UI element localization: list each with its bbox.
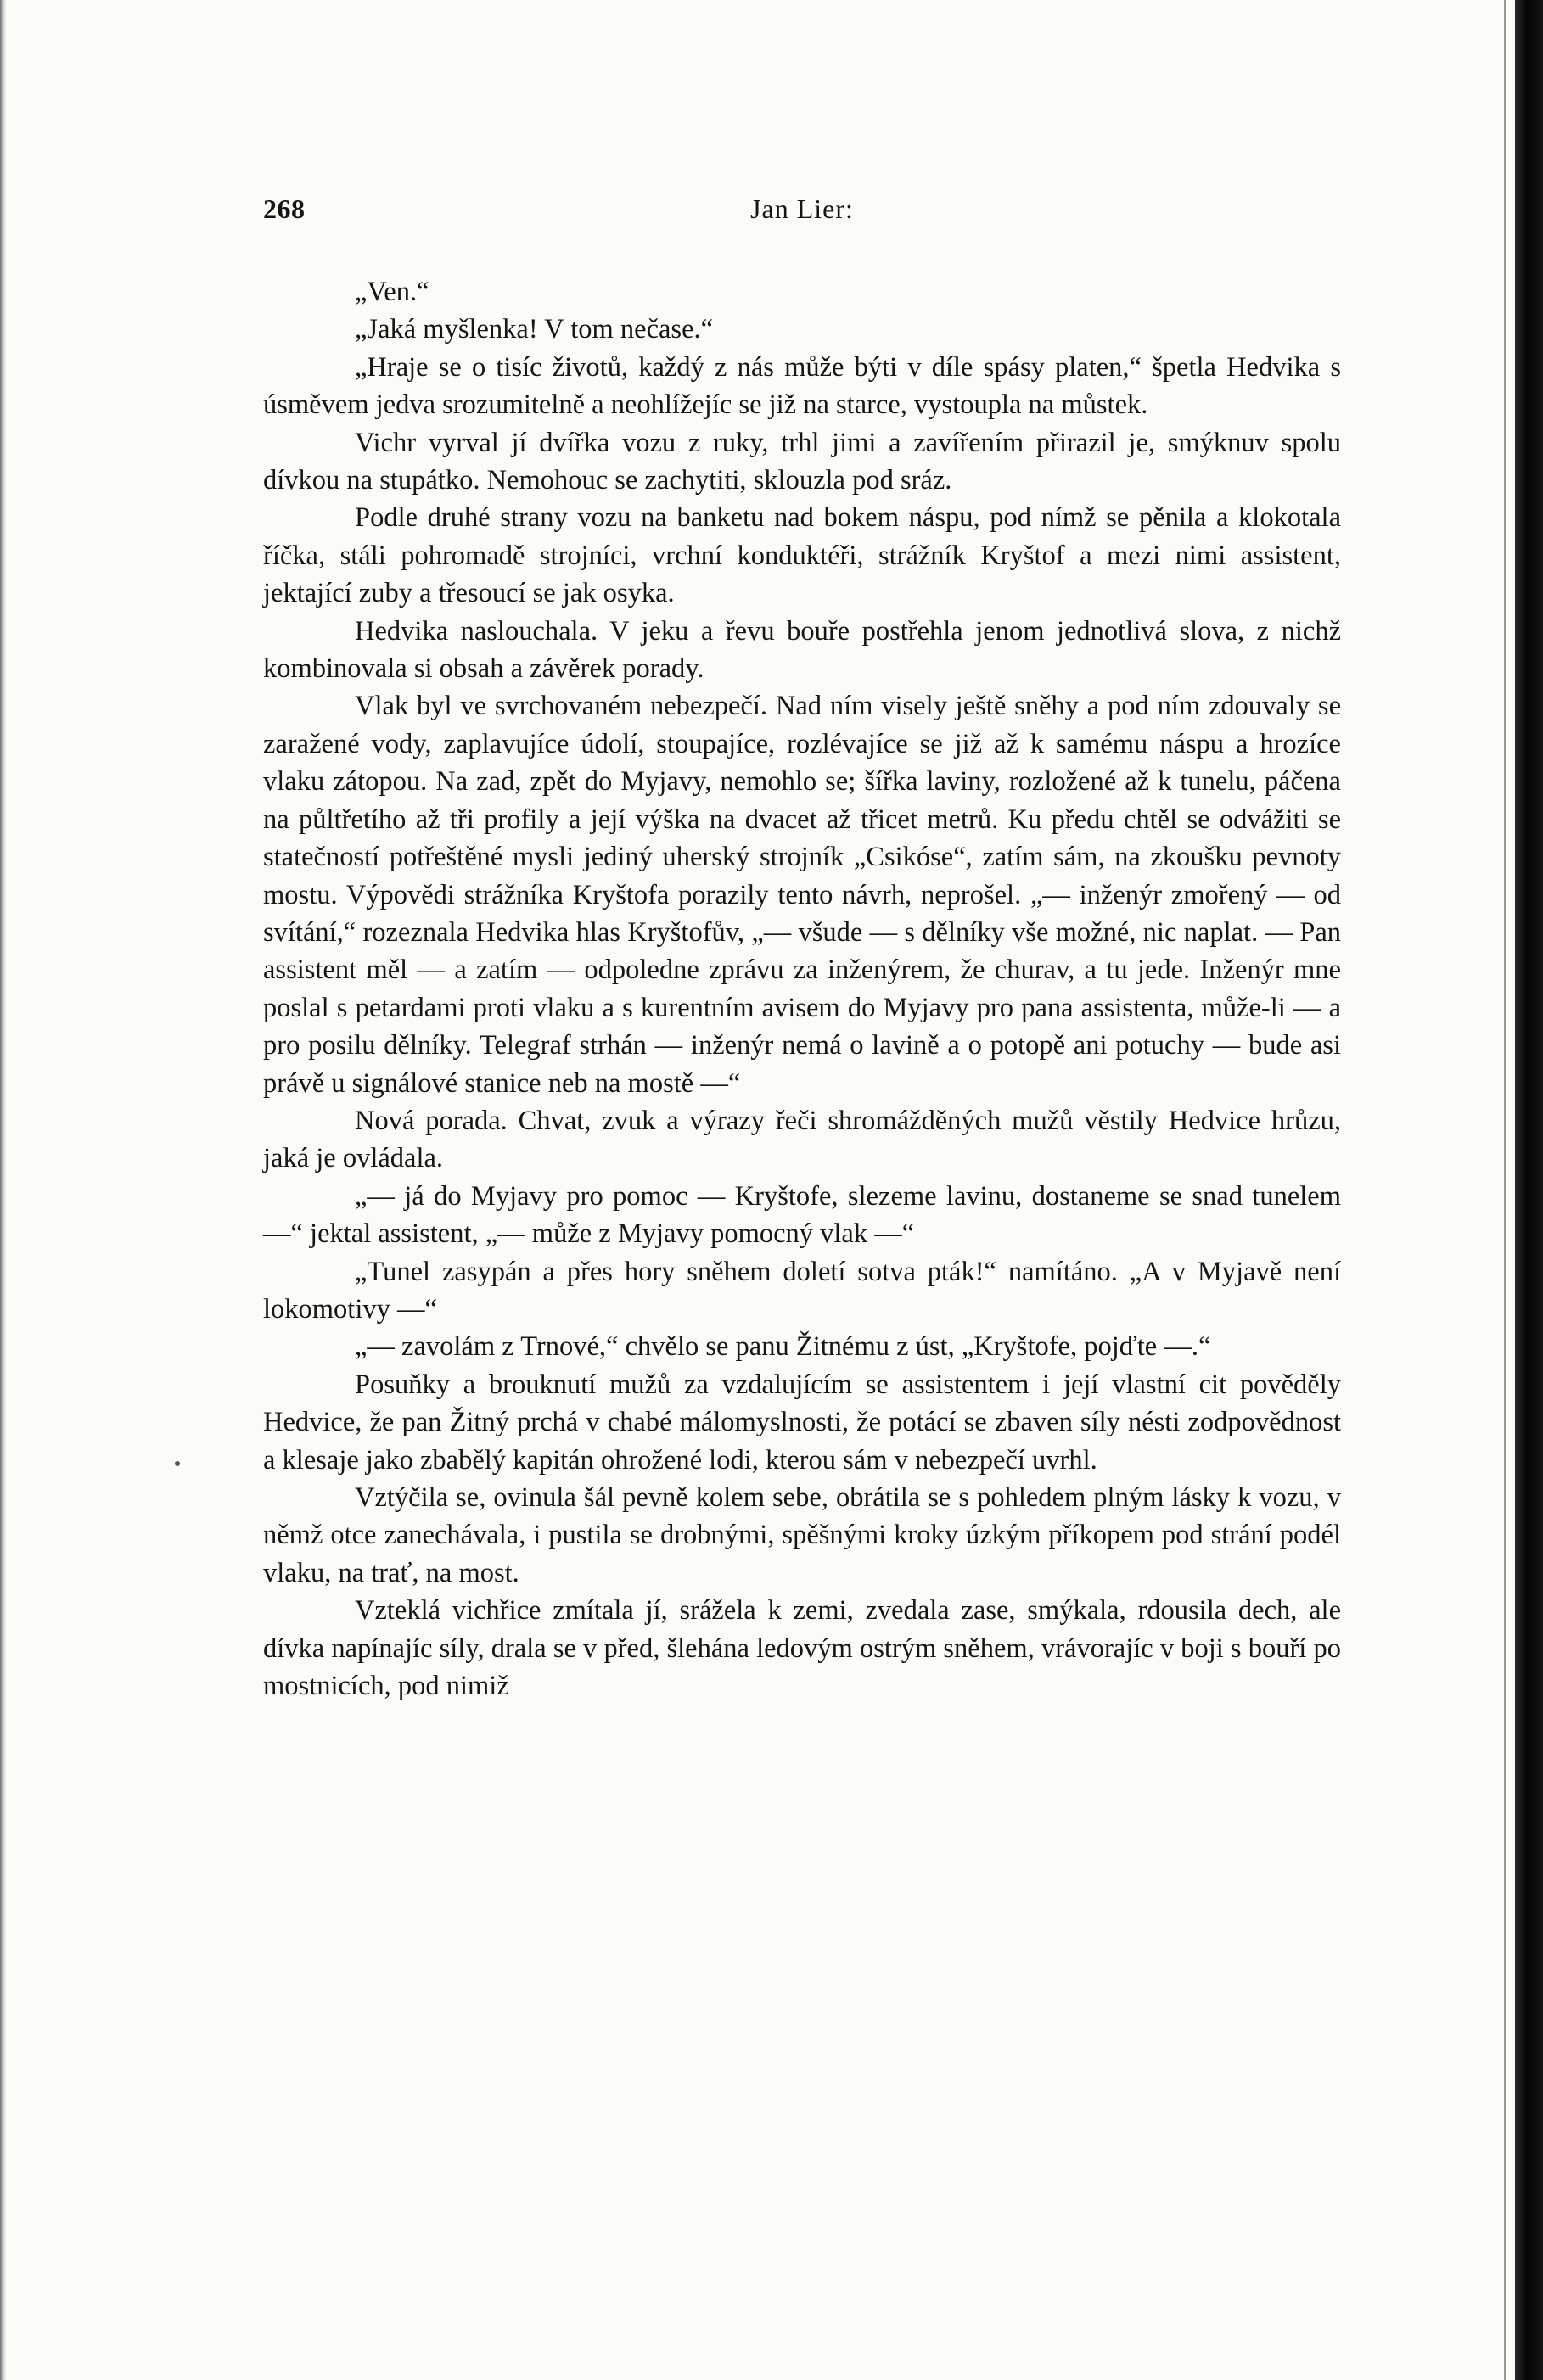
- gutter-line: [1504, 0, 1506, 2380]
- paragraph: „Jaká myšlenka! V tom nečase.“: [355, 314, 714, 345]
- paragraph: „Ven.“: [355, 277, 429, 307]
- page-header: [263, 193, 1341, 236]
- paragraph: „Hraje se o tisíc životů, každý z nás může býti v díle spásy platen,“ špetla Hedvika s úsměvem jedva srozumitelně a neohlížejíc se již na starce, vystoupla na můstek.: [263, 351, 1341, 421]
- paragraph: Vlak byl ve svrchovaném nebezpečí. Nad ním visely ještě sněhy a pod ním zdouvaly se zaražené vody, zaplavujíce údolí, stoupajíce, rozlévajíce se již až k samému náspu a hrozíce vlaku zátopou. Na zad, zpět do Myjavy, nemohlo se; šířka laviny, rozložené až k tunelu, páčena na půltřetího až tři profily a její výška na dvacet až třicet metrů. Ku předu chtěl se odvážiti se statečností potřeštěné mysli jediný uherský strojník „Csikóse“, zatím sám, na zkoušku pevnoty mostu. Výpovědi strážníka Kryštofa porazily tento návrh, neprošel. „— inženýr zmořený — od svítání,“ rozeznala Hedvika hlas Kryštofův, „— všude — s dělníky vše možné, nic naplat. — Pan assistent měl — a zatím — odpoledne zprávu za inženýrem, že churav, a tu jede. Inženýr mne poslal s petardami proti vlaku a s kurentním avisem do Myjavy pro pana assistenta, může-li — a pro posilu dělníky. Telegraf strhán — inženýr nemá o lavině a o potopě ani potuchy — bude asi právě u signálové stanice neb na mostě —“: [263, 691, 1341, 1099]
- paragraph: Vichr vyrval jí dvířka vozu z ruky, trhl jimi a zavířením přirazil je, smýknuv spolu dívkou na stupátko. Nemohouc se zachytiti, sklouzla pod sráz.: [263, 427, 1341, 496]
- paragraph: Posuňky a brouknutí mužů za vzdalujícím se assistentem i její vlastní cit pověděly Hedvice, že pan Žitný prchá v chabé málomyslnosti, že potácí se zbaven síly nésti zodpovědnost a klesaje jako zbabělý kapitán ohrožené lodi, kterou sám v nebezpečí uvrhl.: [263, 1369, 1341, 1476]
- paragraph: „— zavolám z Trnové,“ chvělo se panu Žitnému z úst, „Kryštofe, pojďte —.“: [355, 1331, 1211, 1363]
- paragraph: Hedvika naslouchala. V jeku a řevu bouře postřehla jenom jednotlivá slova, z nichž kombinovala si obsah a závěrek porady.: [263, 615, 1341, 685]
- paragraph: Nová porada. Chvat, zvuk a výrazy řeči shromážděných mužů věstily Hedvice hrůzu, jaká je ovládala.: [263, 1105, 1341, 1174]
- page-number: 268: [263, 193, 306, 224]
- page-left-edge: [0, 0, 6, 2380]
- body-text: [263, 273, 1341, 1705]
- scan-dark-edge: [1515, 0, 1543, 2380]
- paragraph: Podle druhé strany vozu na banketu nad bokem náspu, pod nímž se pěnila a klokotala říčka, stáli pohromadě strojníci, vrchní konduktéři, strážník Kryštof a mezi nimi assistent, jektající zuby a třesoucí se jak osyka.: [263, 502, 1341, 609]
- paragraph: Vzteklá vichřice zmítala jí, srážela k zemi, zvedala zase, smýkala, rdousila dech, ale dívka napínajíc síly, drala se v před, šlehána ledovým ostrým sněhem, vrávorajíc v boji s bouří po mostnicích, pod nimiž: [263, 1595, 1341, 1702]
- ink-speck: [175, 1461, 180, 1466]
- paragraph: „Tunel zasypán a přes hory sněhem doletí sotva pták!“ namítáno. „A v Myjavě není lokomotivy —“: [263, 1256, 1341, 1324]
- paragraph: Vztýčila se, ovinula šál pevně kolem sebe, obrátila se s pohledem plným lásky k vozu, v němž otce zanechávala, i pustila se drobnými, spěšnými kroky úzkým příkopem pod strání podél vlaku, na trať, na most.: [263, 1482, 1341, 1588]
- running-head: Jan Lier:: [750, 193, 854, 224]
- paragraph: „— já do Myjavy pro pomoc — Kryštofe, slezeme lavinu, dostaneme se snad tunelem —“ jektal assistent, „— může z Myjavy pomocný vlak —“: [263, 1180, 1341, 1250]
